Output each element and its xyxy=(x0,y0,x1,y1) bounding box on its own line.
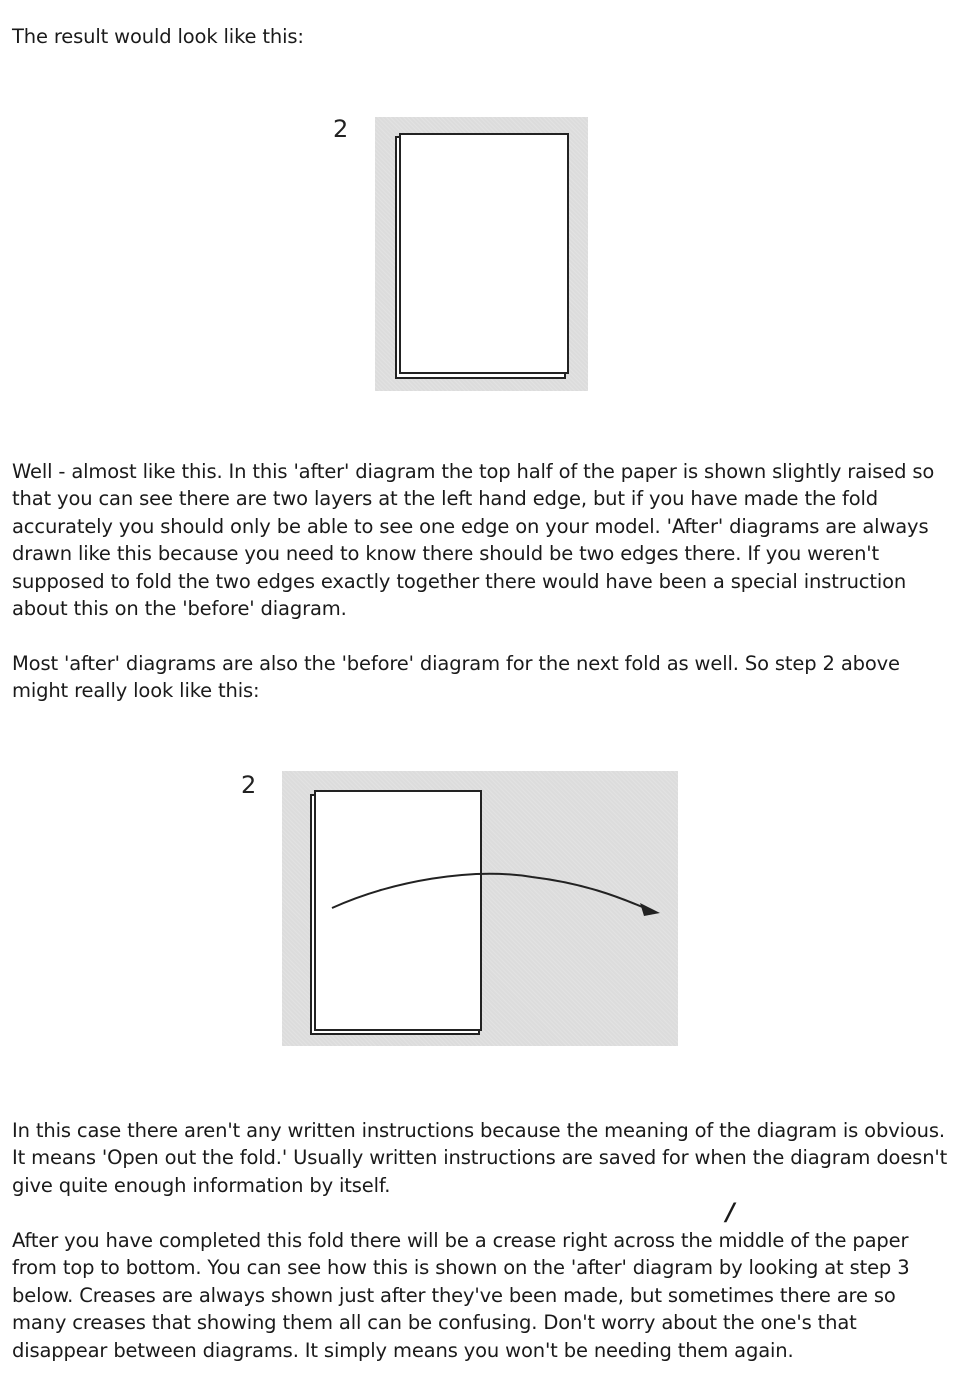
after-diagram-explanation: Well - almost like this. In this 'after' diagram the top half of the paper is shown slightly raised so that you can see there are two layers at the left hand edge, but if you have made the fold accurately you should only be able to see one edge on your model. 'After' diagrams are always drawn like this because you need to know there should be two edges there. If you weren't supposed to fold the two edges exactly together there would have been a special instruction about this on the 'before' diagram. xyxy=(12,460,935,621)
diagram-background xyxy=(375,117,588,391)
intro-text: The result would look like this: xyxy=(12,25,304,48)
step-number: 2 xyxy=(241,771,257,799)
step-number: 2 xyxy=(333,115,349,143)
paper-front-layer xyxy=(399,133,569,374)
open-fold-explanation: In this case there aren't any written instructions because the meaning of the diagram is obvious. It means 'Open out the fold.' Usually written instructions are saved for when the diagram doesn't give quite enough information by itself. xyxy=(12,1119,948,1197)
handwritten-mark: / xyxy=(726,1198,735,1226)
crease-explanation: After you have completed this fold there will be a crease right across the middle of the paper from top to bottom. You can see how this is shown on the 'after' diagram by looking at step 3 below. Creases are always shown just after they've been made, but sometimes there are so many creases that showing them all can be confusing. Don't worry about the one's that disappear between diagrams. It simply means you won't be needing them again. xyxy=(12,1229,910,1362)
before-after-explanation: Most 'after' diagrams are also the 'before' diagram for the next fold as well. So step 2 above might really look like this: xyxy=(12,652,900,703)
diagram-background xyxy=(282,771,678,1046)
open-fold-arrow xyxy=(282,771,678,1046)
